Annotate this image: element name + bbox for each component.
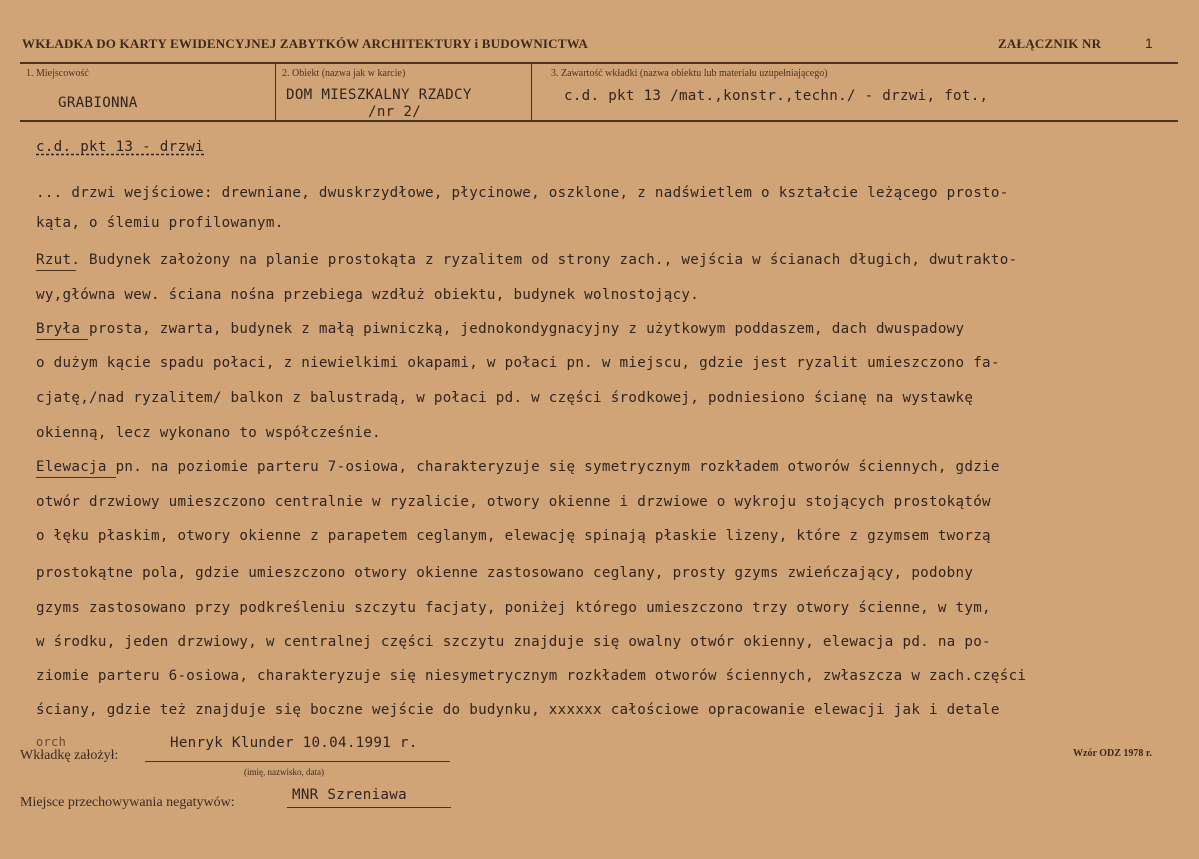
author-line	[145, 761, 450, 762]
object-label: 2. Obiekt (nazwa jak w karcie)	[282, 68, 406, 79]
object-value-line1: DOM MIESZKALNY RZADCY	[286, 87, 472, 103]
field-divider-2	[531, 64, 532, 120]
attachment-label: ZAŁĄCZNIK NR	[998, 36, 1102, 51]
body-line: Bryła prosta, zwarta, budynek z małą piwniczką, jednokondygnacyjny z użytkowym poddaszem, dach dwuspadowy	[36, 321, 965, 337]
body-line: o łęku płaskim, otwory okienne z parapetem ceglanym, elewację spinają płaskie lizeny, które z gzymsem tworzą	[36, 528, 991, 544]
content-label: 3. Zawartość wkładki (nazwa obiektu lub materiału uzupełniającego)	[551, 68, 828, 79]
bryla-underline	[36, 339, 88, 340]
attachment-number: 1	[1145, 35, 1153, 51]
body-line: ziomie parteru 6-osiowa, charakteryzuje się niesymetrycznym rozkładem otworów ściennych, zwłaszcza w zach.części	[36, 668, 1027, 684]
body-line: prostokątne pola, gdzie umieszczono otwory okienne zastosowano ceglany, prosty gzyms zwieńczający, podobny	[36, 565, 974, 581]
field-divider-1	[275, 64, 276, 120]
place-value: GRABIONNA	[58, 95, 138, 111]
body-line: otwór drzwiowy umieszczono centralnie w ryzalicie, otwory okienne i drzwiowe o wykroju stojących prostokątów	[36, 494, 991, 510]
author-value: Henryk Klunder 10.04.1991 r.	[170, 735, 418, 751]
fields-bottom-rule	[20, 120, 1178, 122]
negatives-value: MNR Szreniawa	[292, 787, 407, 803]
author-caption: (imię, nazwisko, data)	[244, 767, 324, 777]
body-line: o dużym kącie spadu połaci, z niewielkimi okapami, w połaci pn. w miejscu, gdzie jest ryzalit umieszczono fa-	[36, 355, 1000, 371]
body-line: Elewacja pn. na poziomie parteru 7-osiowa, charakteryzuje się symetrycznym rozkładem otworów ściennych, gdzie	[36, 459, 1000, 475]
body-line: ... drzwi wejściowe: drewniane, dwuskrzydłowe, płycinowe, oszklone, z nadświetlem o kształcie leżącego prosto-	[36, 185, 1009, 201]
body-line: ściany, gdzie też znajduje się boczne wejście do budynku, xxxxxx całościowe opracowanie elewacji jak i detale	[36, 702, 1000, 718]
body-line: kąta, o ślemiu profilowanym.	[36, 215, 284, 231]
author-label: Wkładkę założył:	[20, 748, 119, 763]
place-label: 1. Miejscowość	[26, 68, 89, 79]
trailing-word: orch	[36, 735, 67, 749]
negatives-label: Miejsce przechowywania negatywów:	[20, 795, 235, 810]
object-value-line2: /nr 2/	[368, 104, 422, 120]
body-heading: c.d. pkt 13 - drzwi	[36, 139, 204, 155]
body-line: wy,główna wew. ściana nośna przebiega wzdłuż obiektu, budynek wolnostojący.	[36, 287, 700, 303]
body-line: cjatę,/nad ryzalitem/ balkon z balustradą, w połaci pd. w części środkowej, podniesiono ścianę na wystawkę	[36, 390, 974, 406]
header-rule	[20, 62, 1178, 64]
body-line: w środku, jeden drzwiowy, w centralnej części szczytu znajduje się owalny otwór okienny, elewacja pd. na po-	[36, 634, 991, 650]
form-model: Wzór ODZ 1978 r.	[1073, 748, 1152, 759]
body-line: okienną, lecz wykonano to współcześnie.	[36, 425, 381, 441]
body-line: gzyms zastosowano przy podkreśleniu szczytu facjaty, poniżej którego umieszczono trzy otwory ścienne, w tym,	[36, 600, 991, 616]
body-line: Rzut. Budynek założony na planie prostokąta z ryzalitem od strony zach., wejścia w ścianach długich, dwutrakto-	[36, 252, 1018, 268]
content-value: c.d. pkt 13 /mat.,konstr.,techn./ - drzwi, fot.,	[564, 88, 989, 104]
negatives-line	[287, 807, 451, 808]
elewacja-underline	[36, 477, 116, 478]
rzut-underline	[36, 270, 76, 271]
document-title: WKŁADKA DO KARTY EWIDENCYJNEJ ZABYTKÓW ARCHITEKTURY i BUDOWNICTWA	[22, 36, 588, 51]
